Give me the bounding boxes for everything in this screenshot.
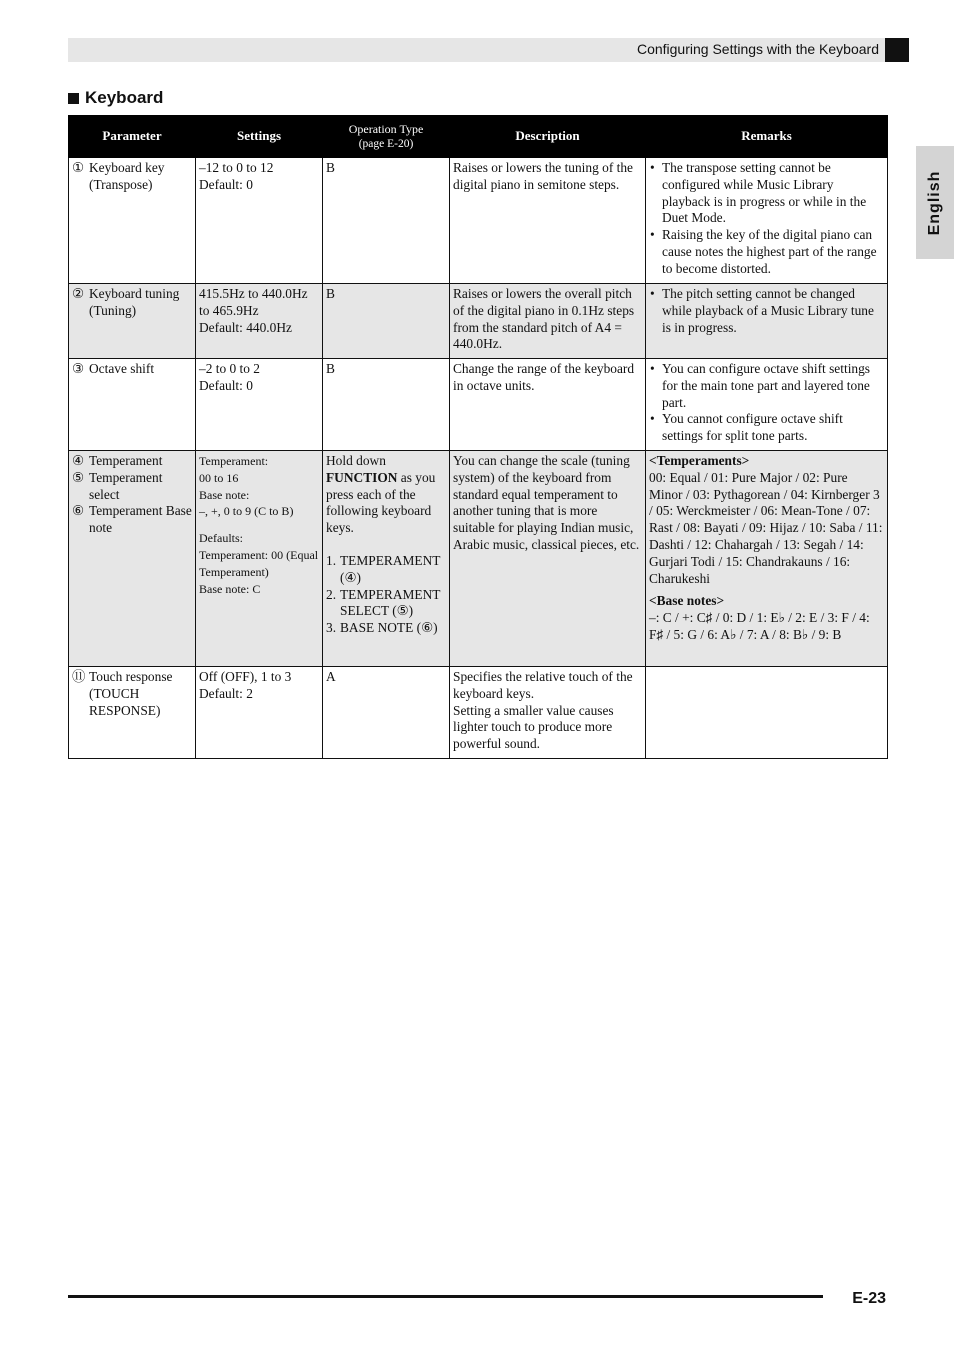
cell-operation: B xyxy=(323,158,450,284)
cell-remarks xyxy=(646,158,888,284)
operation-instruction xyxy=(326,453,446,537)
base-notes-list: –: C / +: C♯ / 0: D / 1: E♭ / 2: E / 3: F / 4: F♯ / 5: G / 6: A♭ / 7: A / 8: B♭ / 9: B xyxy=(649,610,870,642)
settings-line: Temperament: 00 (Equal Temperament) xyxy=(199,547,319,579)
settings-line: Temperament: xyxy=(199,454,269,468)
header-settings: Settings xyxy=(196,116,323,158)
cell-operation: B xyxy=(323,284,450,359)
cell-operation: A xyxy=(323,667,450,759)
settings-line: 00 to 16 xyxy=(199,470,239,485)
header-parameter: Parameter xyxy=(69,116,196,158)
remark-item: • You cannot configure octave shift settings for split tone parts. xyxy=(649,411,884,445)
table-row xyxy=(69,158,888,284)
cell-settings xyxy=(196,359,323,451)
settings-line: Off (OFF), 1 to 3 xyxy=(199,669,292,684)
parameter-number: ① xyxy=(72,160,85,175)
cell-remarks xyxy=(646,451,888,667)
page-number: E-23 xyxy=(852,1290,886,1307)
parameter-number: ③ xyxy=(72,361,85,376)
parameter-number: ② xyxy=(72,286,85,301)
cell-settings xyxy=(196,667,323,759)
header-operation-type-line1: Operation Type xyxy=(348,121,424,136)
remark-item: • Raising the key of the digital piano can cause notes the highest part of the range to become distorted. xyxy=(649,227,884,277)
cell-settings xyxy=(196,451,323,667)
operation-hold-text: Hold down xyxy=(326,453,386,468)
keyboard-settings-table xyxy=(68,115,888,759)
temperaments-heading: <Temperaments> xyxy=(649,453,750,468)
settings-line: Default: 0 xyxy=(199,176,253,192)
header-description: Description xyxy=(450,116,646,158)
cell-description: You can change the scale (tuning system) of the keyboard from standard equal temperament to another tuning that is more suitable for playing Indian music, Arabic music, classical pieces, etc. xyxy=(450,451,646,667)
cell-description: Change the range of the keyboard in octave units. xyxy=(450,359,646,451)
cell-parameter xyxy=(69,284,196,359)
language-side-tab xyxy=(916,146,954,259)
cell-remarks xyxy=(646,359,888,451)
description-line: Specifies the relative touch of the keyboard keys. xyxy=(453,669,633,701)
cell-remarks xyxy=(646,284,888,359)
parameter-label: Temperament xyxy=(89,453,163,468)
operation-step xyxy=(326,587,446,621)
header-operation-type-line2: (page E-20) xyxy=(358,137,414,150)
cell-settings xyxy=(196,284,323,359)
settings-line: Default: 440.0Hz xyxy=(199,319,292,335)
step-text: TEMPERAMENT (④) xyxy=(340,552,441,585)
description-line: Setting a smaller value causes lighter touch to produce more powerful sound. xyxy=(453,702,614,752)
parameter-number: ⑪ xyxy=(72,669,86,684)
parameter-label: Temperament select xyxy=(89,469,163,502)
cell-description: Raises or lowers the overall pitch of the digital piano in 0.1Hz steps from the standard pitch of A4 = 440.0Hz. xyxy=(450,284,646,359)
parameter-label: Keyboard tuning (Tuning) xyxy=(89,286,180,318)
header-block-marker xyxy=(885,38,909,62)
operation-step xyxy=(326,620,446,637)
header-remarks: Remarks xyxy=(646,116,888,158)
settings-line: –12 to 0 to 12 xyxy=(199,160,274,175)
parameter-item xyxy=(72,669,192,719)
parameter-label: Keyboard key (Transpose) xyxy=(89,160,165,192)
footer-rule xyxy=(68,1295,823,1298)
cell-settings xyxy=(196,158,323,284)
remark-item: • The pitch setting cannot be changed while playback of a Music Library tune is in progress. xyxy=(649,286,884,336)
settings-line: Default: 0 xyxy=(199,377,253,393)
section-title-text: Keyboard xyxy=(85,88,164,107)
step-text: BASE NOTE (⑥) xyxy=(340,620,438,636)
settings-line: Default: 2 xyxy=(199,685,253,701)
function-key-label: FUNCTION xyxy=(326,469,398,485)
step-number: 3. xyxy=(326,620,337,636)
square-bullet-icon xyxy=(68,93,79,104)
cell-operation xyxy=(323,451,450,667)
cell-operation: B xyxy=(323,359,450,451)
page-header-bar xyxy=(68,38,909,62)
table-header-row xyxy=(69,116,888,158)
parameter-item xyxy=(72,286,192,320)
parameter-item xyxy=(72,470,192,504)
table-row xyxy=(69,667,888,759)
step-text: TEMPERAMENT SELECT (⑤) xyxy=(340,586,441,619)
parameter-item xyxy=(72,361,192,378)
header-operation-type xyxy=(323,116,450,158)
page-header-title: Configuring Settings with the Keyboard xyxy=(636,41,879,57)
cell-description xyxy=(450,667,646,759)
section-heading xyxy=(68,88,163,108)
operation-rest-text: as you press each of the following keyboard keys. xyxy=(326,469,436,536)
temperaments-list: 00: Equal / 01: Pure Major / 02: Pure Minor / 03: Pythagorean / 04: Kirnberger 3 / 05: Werckmeister / 06: Mean-Tone / 07: Rast / 08: Bayati / 09: Hijaz / 10: Saba / 11: Dashti / 12: Chahargah / 13: Segah / 14: Gurjari Todi / 15: Chandrakauns / 16: Charukeshi xyxy=(649,469,883,586)
settings-line: Defaults: xyxy=(199,531,243,546)
parameter-number: ⑥ xyxy=(72,503,85,519)
parameter-label: Octave shift xyxy=(89,361,155,376)
remark-item: • The transpose setting cannot be configured while Music Library playback is in progress or while in the Duet Mode. xyxy=(649,160,884,227)
parameter-item xyxy=(72,453,192,470)
table-row xyxy=(69,284,888,359)
cell-parameter xyxy=(69,158,196,284)
base-notes-heading: <Base notes> xyxy=(649,593,725,609)
cell-parameter xyxy=(69,451,196,667)
cell-parameter xyxy=(69,667,196,759)
table-row xyxy=(69,451,888,667)
settings-line: Base note: C xyxy=(199,581,261,596)
parameter-label: Temperament Base note xyxy=(89,503,192,536)
step-number: 1. xyxy=(326,552,337,568)
operation-step xyxy=(326,553,446,587)
remark-item: • You can configure octave shift settings for the main tone part and layered tone part. xyxy=(649,361,884,411)
cell-parameter xyxy=(69,359,196,451)
parameter-item xyxy=(72,503,192,537)
settings-line: –, +, 0 to 9 (C to B) xyxy=(199,504,294,519)
parameter-label: Touch response (TOUCH RESPONSE) xyxy=(89,669,173,718)
cell-remarks xyxy=(646,667,888,759)
settings-line: 415.5Hz to 440.0Hz to 465.9Hz xyxy=(199,286,308,318)
parameter-number: ⑤ xyxy=(72,469,85,485)
parameter-item xyxy=(72,160,192,194)
language-tab-label: English xyxy=(926,170,943,235)
settings-line: –2 to 0 to 2 xyxy=(199,361,261,376)
step-number: 2. xyxy=(326,586,337,602)
cell-description: Raises or lowers the tuning of the digital piano in semitone steps. xyxy=(450,158,646,284)
parameter-number: ④ xyxy=(72,453,85,468)
table-row xyxy=(69,359,888,451)
settings-line: Base note: xyxy=(199,487,250,502)
